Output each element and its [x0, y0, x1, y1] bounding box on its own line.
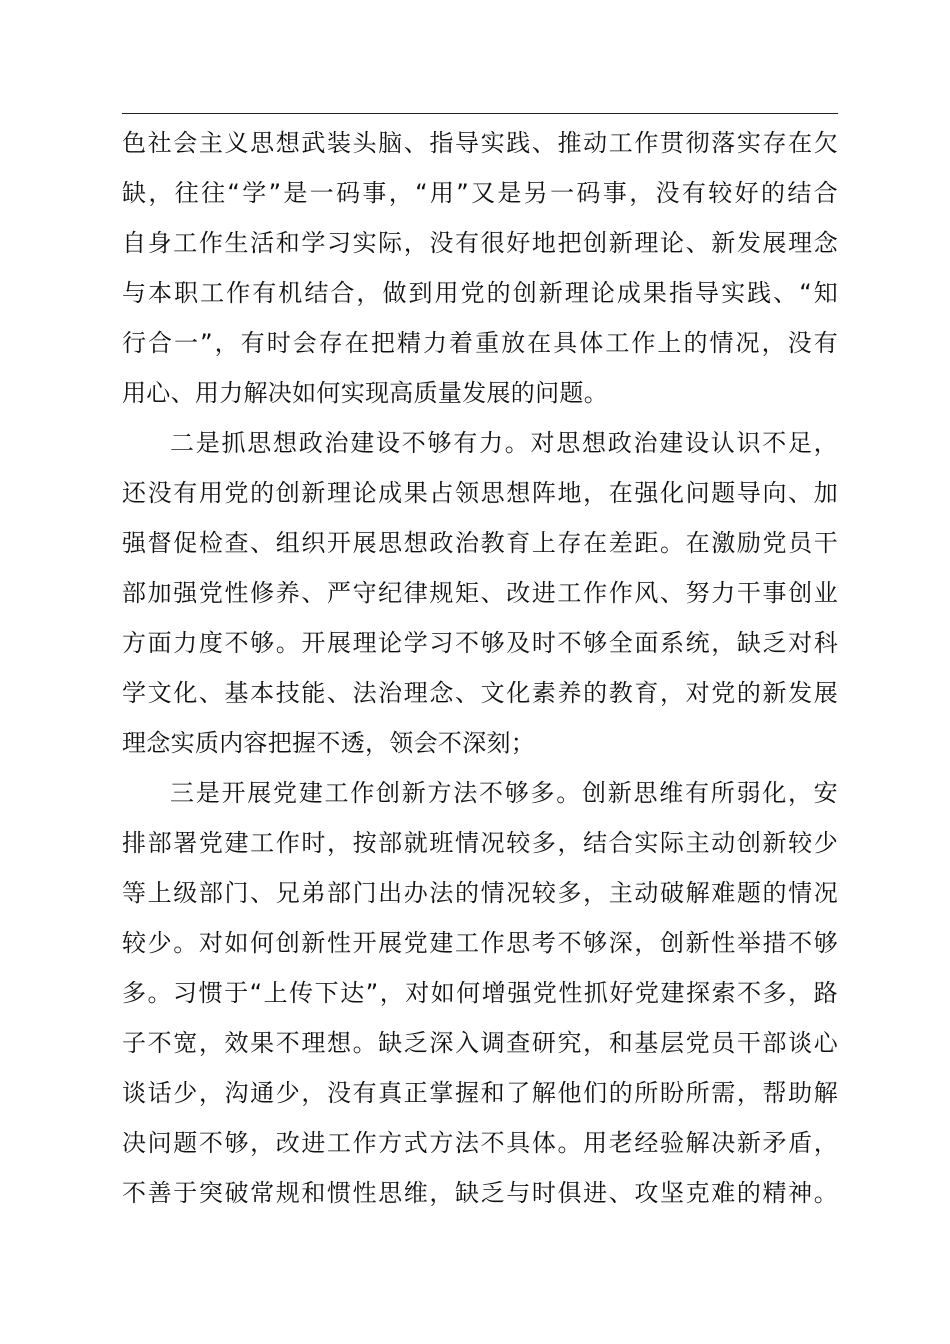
text-line: 较少。对如何创新性开展党建工作思考不够深，创新性举措不够: [122, 929, 838, 957]
text-line: 与本职工作有机结合，做到用党的创新理论成果指导实践、“知: [122, 279, 838, 307]
text-line: 方面力度不够。开展理论学习不够及时不够全面系统，缺乏对科: [122, 629, 838, 657]
text-line: 部加强党性修养、严守纪律规矩、改进工作作风、努力干事创业: [122, 579, 838, 607]
header-rule: [122, 113, 838, 114]
text-line: 子不宽，效果不理想。缺乏深入调查研究，和基层党员干部谈心: [122, 1029, 838, 1057]
text-line: 行合一”，有时会存在把精力着重放在具体工作上的情况，没有: [122, 329, 838, 357]
text-line: 等上级部门、兄弟部门出办法的情况较多，主动破解难题的情况: [122, 879, 838, 907]
text-line: 决问题不够，改进工作方式方法不具体。用老经验解决新矛盾，: [122, 1129, 838, 1157]
paragraph-first-line: 三是开展党建工作创新方法不够多。创新思维有所弱化，安: [170, 779, 838, 807]
text-line: 还没有用党的创新理论成果占领思想阵地，在强化问题导向、加: [122, 479, 838, 507]
paragraph-first-line: 二是抓思想政治建设不够有力。对思想政治建设认识不足，: [170, 429, 838, 457]
text-line: 色社会主义思想武装头脑、指导实践、推动工作贯彻落实存在欠: [122, 129, 838, 157]
text-line: 强督促检查、组织开展思想政治教育上存在差距。在激励党员干: [122, 529, 838, 557]
text-line: 自身工作生活和学习实际，没有很好地把创新理论、新发展理念: [122, 229, 838, 257]
text-line: 学文化、基本技能、法治理念、文化素养的教育，对党的新发展: [122, 679, 838, 707]
text-line: 缺，往往“学”是一码事，“用”又是另一码事，没有较好的结合: [122, 179, 838, 207]
text-line: 不善于突破常规和惯性思维，缺乏与时俱进、攻坚克难的精神。: [122, 1179, 838, 1207]
text-line: 谈话少，沟通少，没有真正掌握和了解他们的所盼所需，帮助解: [122, 1079, 838, 1107]
text-line: 理念实质内容把握不透，领会不深刻；: [122, 729, 536, 757]
text-line: 多。习惯于“上传下达”，对如何增强党性抓好党建探索不多，路: [122, 979, 838, 1007]
text-line: 用心、用力解决如何实现高质量发展的问题。: [122, 379, 608, 407]
text-line: 排部署党建工作时，按部就班情况较多，结合实际主动创新较少: [122, 829, 838, 857]
